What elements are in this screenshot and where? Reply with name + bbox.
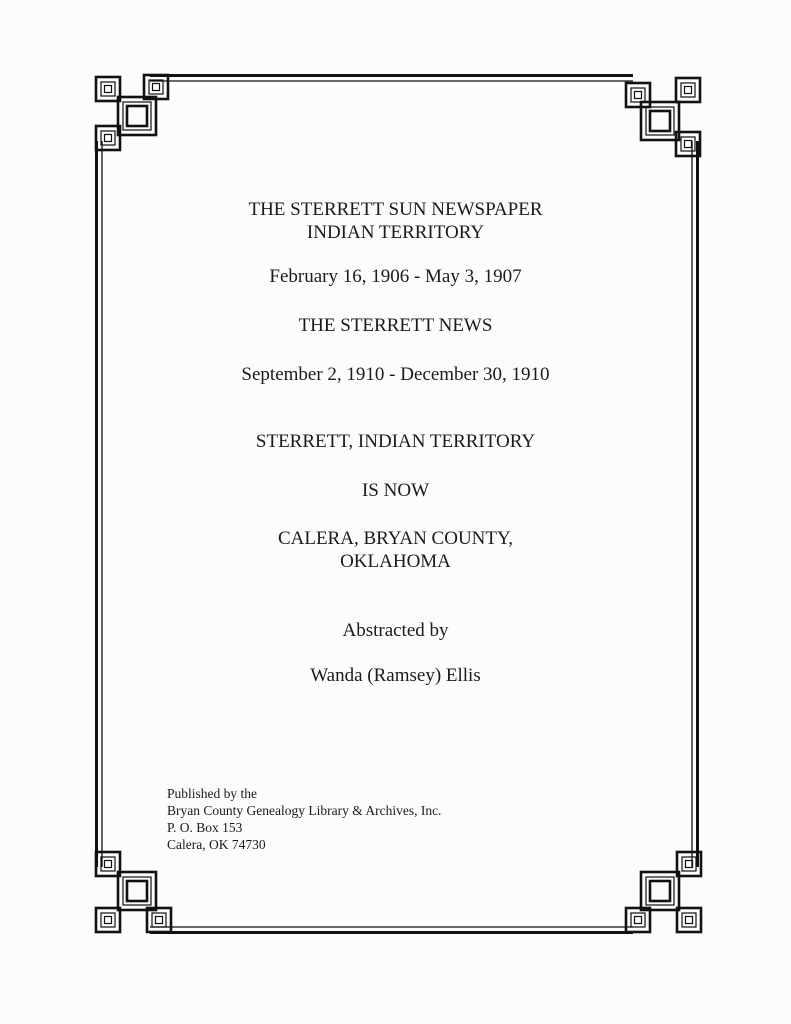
publisher-line-3: P. O. Box 153 <box>167 820 243 835</box>
corner-ornament-bottom-left <box>96 852 171 932</box>
corner-ornament-top-left <box>96 75 168 150</box>
news-date-range: September 2, 1910 - December 30, 1910 <box>241 364 550 385</box>
new-place-name-line-2: OKLAHOMA <box>340 551 451 572</box>
new-place-name-line-1: CALERA, BRYAN COUNTY, <box>277 528 514 549</box>
corner-ornament-bottom-right <box>626 852 701 932</box>
publisher-line-2: Bryan County Genealogy Library & Archives, Inc. <box>167 803 442 818</box>
connector-text: IS NOW <box>361 480 430 501</box>
author-name: Wanda (Ramsey) Ellis <box>310 665 481 686</box>
old-place-name: STERRETT, INDIAN TERRITORY <box>255 431 536 452</box>
title-line-1: THE STERRETT SUN NEWSPAPER <box>248 199 543 220</box>
news-title: THE STERRETT NEWS <box>298 315 493 336</box>
publisher-line-1: Published by the <box>167 786 257 801</box>
abstracted-by-label: Abstracted by <box>342 620 449 641</box>
title-line-2: INDIAN TERRITORY <box>306 222 485 243</box>
publisher-line-4: Calera, OK 74730 <box>167 837 266 852</box>
sun-date-range: February 16, 1906 - May 3, 1907 <box>269 266 522 287</box>
corner-ornament-top-right <box>626 78 700 156</box>
